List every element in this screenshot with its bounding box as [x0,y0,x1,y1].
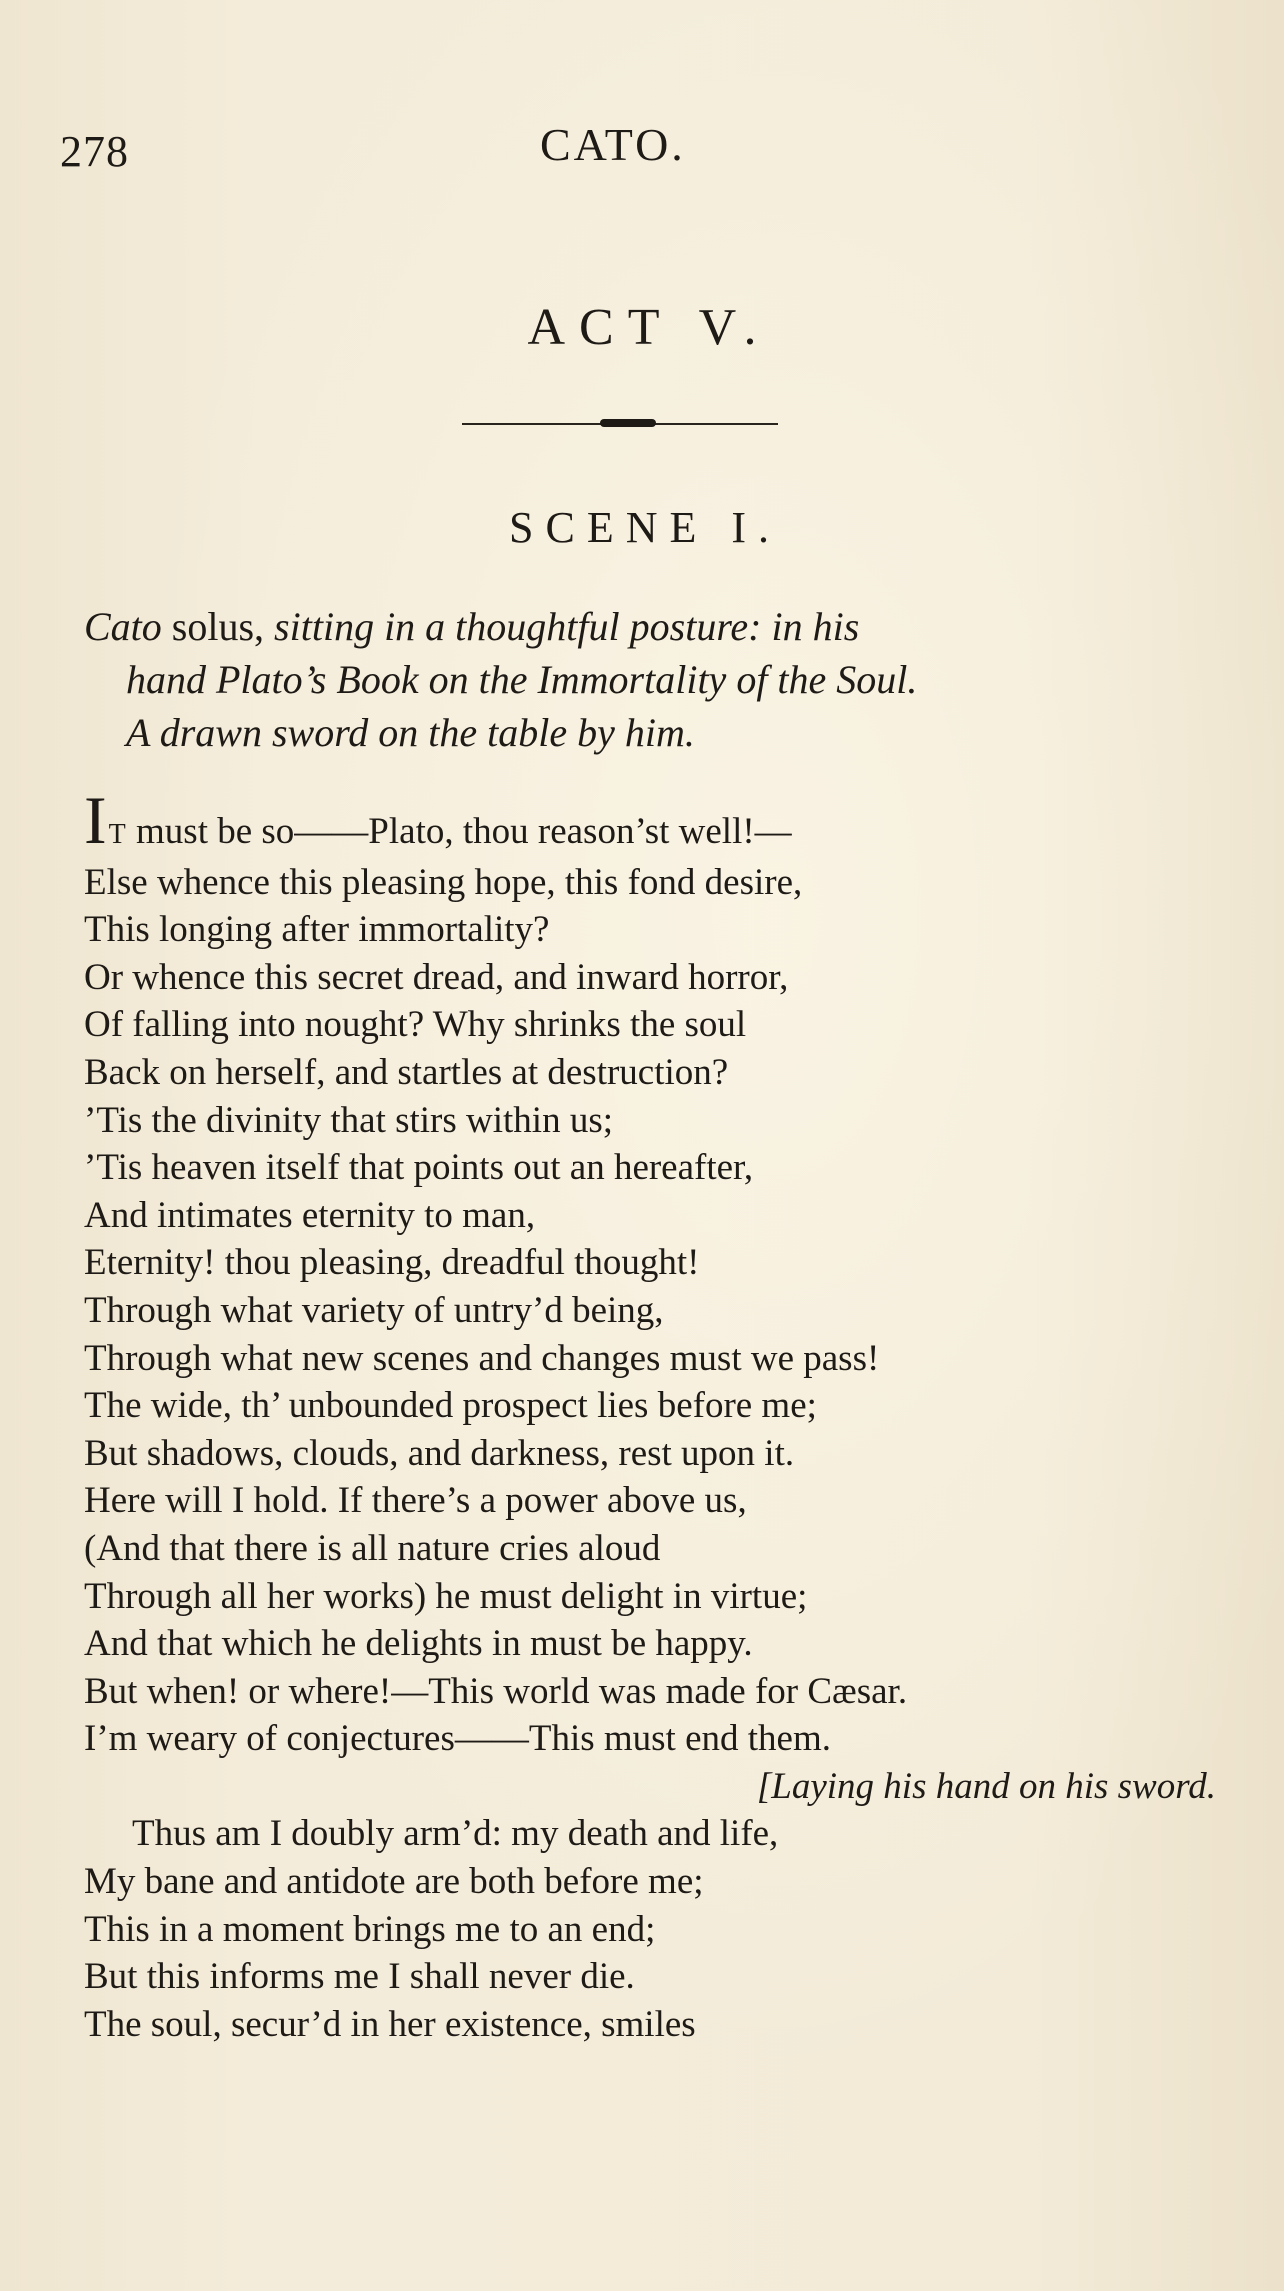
drop-cap: I [84,782,107,858]
stage-setting [84,600,1224,759]
soliloquy [84,782,1234,2048]
verse-line-text: must be so——Plato, thou reason’st well!— [126,811,792,852]
verse-line: Here will I hold. If there’s a power above us, [84,1480,747,1522]
verse-line: The soul, secur’d in her existence, smiles [84,2003,696,2045]
drop-cap-continuation: T [108,819,127,850]
verse-line: The wide, th’ unbounded prospect lies before me; [84,1385,817,1427]
verse-line [84,782,1234,859]
ornamental-rule-mark [600,419,656,427]
running-title: CATO. [540,119,686,170]
verse-line: My bane and antidote are both before me; [84,1861,704,1903]
stage-setting-text-1: sitting in a thoughtful posture: in his [264,604,860,649]
solus-text: solus, [161,604,265,649]
verse-line: I’m weary of conjectures——This must end them. [84,1718,831,1760]
verse-line: And that which he delights in must be happy. [84,1623,753,1665]
scene-title: SCENE I. [509,503,781,552]
character-name: Cato [84,604,162,649]
verse-line: But shadows, clouds, and darkness, rest upon it. [84,1432,795,1474]
stage-setting-line-3: A drawn sword on the table by him. [126,710,695,755]
verse-line: ’Tis heaven itself that points out an hereafter, [84,1147,754,1189]
verse-line: Or whence this secret dread, and inward horror, [84,956,789,998]
verse-line: Eternity! thou pleasing, dreadful thought! [84,1242,700,1284]
verse-line: Else whence this pleasing hope, this fond desire, [84,861,803,903]
verse-line: This in a moment brings me to an end; [84,1908,656,1950]
verse-line: And intimates eternity to man, [84,1194,536,1236]
page-number: 278 [60,127,129,176]
verse-line: (And that there is all nature cries aloud [84,1527,661,1569]
verse-line: Of falling into nought? Why shrinks the soul [84,1004,747,1046]
stage-setting-line-1 [84,600,1224,653]
verse-line: Through what new scenes and changes must we pass! [84,1337,880,1379]
act-title: ACT V. [527,299,771,356]
stage-setting-line-2: hand Plato’s Book on the Immortality of the Soul. [126,657,918,702]
verse-line: ’Tis the divinity that stirs within us; [84,1099,614,1141]
verse-line: Thus am I doubly arm’d: my death and life, [132,1813,779,1855]
verse-line: Back on herself, and startles at destruction? [84,1051,729,1093]
stage-direction: [Laying his hand on his sword. [756,1765,1216,1807]
verse-line: Through all her works) he must delight in virtue; [84,1575,808,1617]
running-head [0,118,1284,178]
verse-line: But when! or where!—This world was made for Cæsar. [84,1670,908,1712]
verse-line: This longing after immortality? [84,909,550,951]
verse-line: Through what variety of untry’d being, [84,1289,664,1331]
verse-line: But this informs me I shall never die. [84,1956,635,1998]
